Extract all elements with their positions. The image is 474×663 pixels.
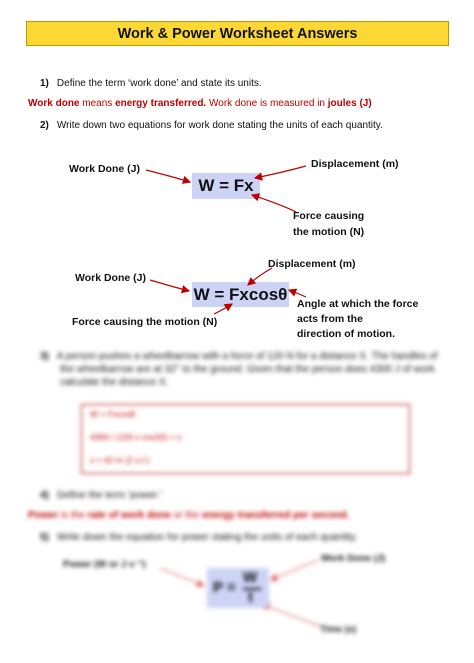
eq2-work-label: Work Done (J) <box>75 272 146 284</box>
eq3-numerator: W <box>243 569 258 586</box>
eq3-work-label: Work Done (J) <box>321 553 386 564</box>
answer-3-line2: 4300 / (120 x cos32) = x <box>90 432 182 442</box>
eq2-displacement-label: Displacement (m) <box>268 258 356 270</box>
question-3-line3: calculate the distance X. <box>60 377 169 388</box>
arrow-displacement-to-eq2 <box>248 268 272 285</box>
eq1-formula: W = Fx <box>192 173 260 199</box>
answer-3-box <box>81 404 410 474</box>
question-number: 1) <box>40 78 49 89</box>
answer-term: Power <box>28 510 59 521</box>
answer-key-phrase: rate of work done <box>87 510 171 521</box>
answer-4 <box>28 510 349 521</box>
answer-unit: joules (J) <box>327 98 372 109</box>
eq1-work-label: Work Done (J) <box>69 163 140 175</box>
question-5 <box>40 532 357 543</box>
question-number: 3) <box>40 351 49 362</box>
eq3-formula <box>207 568 269 608</box>
arrow-displacement-to-eq1 <box>255 166 306 178</box>
answer-text: or the <box>170 510 202 521</box>
eq1-displacement-label: Displacement (m) <box>311 158 399 170</box>
question-text: Define the term ‘work done’ and state its units. <box>56 78 262 89</box>
question-text: Define the term ‘power.’ <box>56 490 162 501</box>
eq1-force-label-line1: Force causing <box>293 210 365 222</box>
answer-3-line3: x = 42 m (2 s.f.) <box>90 455 150 465</box>
eq3-power-label: Power (W or J s⁻¹) <box>63 559 146 570</box>
arrow-work-to-eq2 <box>150 280 189 291</box>
question-3 <box>40 351 438 362</box>
eq3-time-label: Time (s) <box>320 624 357 635</box>
eq2-angle-label-line2: acts from the <box>297 313 363 325</box>
page-title: Work & Power Worksheet Answers <box>117 25 358 42</box>
arrow-workdone-to-eq3 <box>270 560 318 580</box>
answer-text: is the <box>58 510 88 521</box>
arrow-force-to-eq1 <box>252 195 296 212</box>
arrow-time-to-eq3 <box>262 604 320 626</box>
eq2-force-label: Force causing the motion (N) <box>72 316 218 328</box>
question-number: 2) <box>40 120 49 131</box>
arrow-angle-to-eq2 <box>289 290 306 297</box>
eq2-angle-label-line3: direction of motion. <box>297 328 395 340</box>
answer-text: means <box>79 98 116 109</box>
answer-key-phrase: energy transferred. <box>115 98 207 109</box>
answer-key-phrase: energy transferred per second. <box>201 510 350 521</box>
question-number: 5) <box>40 532 49 543</box>
answer-text: Work done is measured in <box>206 98 328 109</box>
eq1-force-label-line2: the motion (N) <box>293 226 365 238</box>
question-text: Write down two equations for work done stating the units of each quantity. <box>56 120 383 131</box>
eq3-denominator: t <box>248 589 253 606</box>
arrow-force-to-eq2 <box>214 304 232 314</box>
eq3-p: P = <box>213 579 236 596</box>
answer-3-line1: W = Fxcosθ <box>90 409 136 419</box>
question-4 <box>40 490 162 501</box>
question-3-line2: the wheelbarrow are at 32° to the ground. Given that the person does 4300 J of work <box>60 364 435 375</box>
question-text-line1: A person pushes a wheelbarrow with a force of 120 N for a distance X. The handles of <box>56 351 438 362</box>
arrow-work-to-eq1 <box>146 170 190 182</box>
arrow-power-to-eq3 <box>160 568 204 586</box>
eq2-angle-label-line1: Angle at which the force <box>297 298 419 310</box>
question-text: Write down the equation for power stating the units of each quantity. <box>56 532 358 543</box>
answer-term: Work done <box>28 98 80 109</box>
eq2-formula: W = Fxcosθ <box>192 282 289 307</box>
question-number: 4) <box>40 490 49 501</box>
